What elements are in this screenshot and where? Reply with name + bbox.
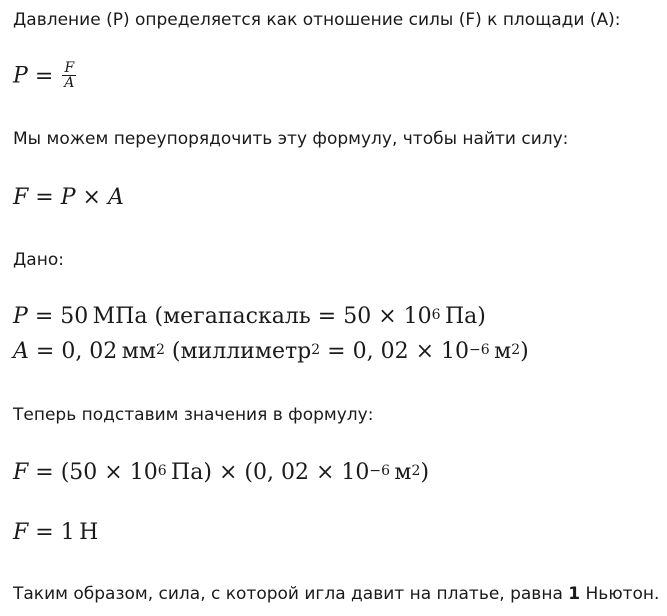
var-a: A bbox=[107, 185, 124, 210]
equals-sign: = bbox=[35, 185, 54, 210]
equals-sign: = bbox=[327, 339, 346, 364]
fraction bbox=[62, 61, 76, 90]
times-sign: × bbox=[104, 460, 123, 485]
power-exponent: −6 bbox=[469, 342, 490, 358]
note-unit-exponent: 2 bbox=[511, 342, 521, 358]
power-base: 10 bbox=[341, 460, 370, 485]
close-paren: ) bbox=[420, 460, 430, 485]
var-f: F bbox=[13, 520, 29, 545]
substitute-text: Теперь подставим значения в формулу: bbox=[13, 405, 374, 425]
equals-sign: = bbox=[35, 339, 55, 364]
unit-exponent: 2 bbox=[411, 463, 421, 479]
intro-text: Давление (P) определяется как отношение силы (F) к площади (A): bbox=[13, 10, 621, 30]
power-exponent: −6 bbox=[369, 463, 391, 479]
times-sign: × bbox=[378, 304, 397, 329]
note-open: (миллиметр bbox=[171, 339, 312, 364]
times-sign: × bbox=[218, 460, 238, 485]
equals-sign: = bbox=[35, 460, 54, 485]
given-area bbox=[13, 338, 529, 366]
conclusion-value: 1 bbox=[568, 584, 581, 604]
unit-exponent: 2 bbox=[155, 342, 165, 358]
var-f: F bbox=[13, 185, 29, 210]
value: 0, 02 bbox=[61, 339, 118, 364]
conclusion-tail: Ньютон. bbox=[580, 584, 660, 604]
conclusion-text bbox=[13, 583, 659, 605]
var-f: F bbox=[13, 460, 29, 485]
note-open: (мегапаскаль bbox=[154, 304, 311, 329]
times-sign: × bbox=[82, 185, 101, 210]
formula-pressure bbox=[13, 62, 76, 91]
group2-open: (0, 02 bbox=[244, 460, 309, 485]
rearrange-text: Мы можем переупорядочить эту формулу, чтобы найти силу: bbox=[13, 129, 569, 149]
power-base: 10 bbox=[403, 304, 432, 329]
note-value: 0, 02 bbox=[352, 339, 409, 364]
value: 1 bbox=[60, 520, 75, 545]
note-unit: м bbox=[494, 339, 512, 364]
conclusion-main: Таким образом, сила, с которой игла давит на платье, равна bbox=[13, 584, 569, 604]
unit: МПа bbox=[92, 304, 148, 329]
var-p: P bbox=[13, 63, 28, 89]
group1-open: (50 bbox=[60, 460, 98, 485]
equals-sign: = bbox=[34, 63, 54, 89]
formula-force bbox=[13, 184, 124, 212]
unit: Па) bbox=[171, 460, 212, 485]
fraction-numerator: F bbox=[62, 61, 76, 76]
var-p: P bbox=[60, 185, 76, 210]
unit: Н bbox=[79, 520, 99, 545]
times-sign: × bbox=[315, 460, 335, 485]
unit: м bbox=[394, 460, 412, 485]
power-exponent: 6 bbox=[157, 463, 167, 479]
power-base: 10 bbox=[441, 339, 470, 364]
power-base: 10 bbox=[129, 460, 158, 485]
note-exponent: 2 bbox=[311, 342, 321, 358]
formula-result bbox=[13, 519, 98, 547]
power-exponent: 6 bbox=[431, 307, 441, 323]
unit: мм bbox=[121, 339, 156, 364]
given-pressure bbox=[13, 303, 486, 331]
close-paren: ) bbox=[520, 339, 529, 364]
note-value: 50 bbox=[343, 304, 372, 329]
formula-substituted bbox=[13, 459, 429, 487]
note-unit: Па) bbox=[444, 304, 486, 329]
given-label: Дано: bbox=[13, 250, 64, 270]
times-sign: × bbox=[415, 339, 435, 364]
var-p: P bbox=[13, 304, 28, 329]
value: 50 bbox=[60, 304, 89, 329]
fraction-denominator: A bbox=[64, 75, 75, 91]
var-a: A bbox=[13, 339, 29, 364]
equals-sign: = bbox=[317, 304, 337, 329]
equals-sign: = bbox=[35, 520, 54, 545]
equals-sign: = bbox=[34, 304, 54, 329]
